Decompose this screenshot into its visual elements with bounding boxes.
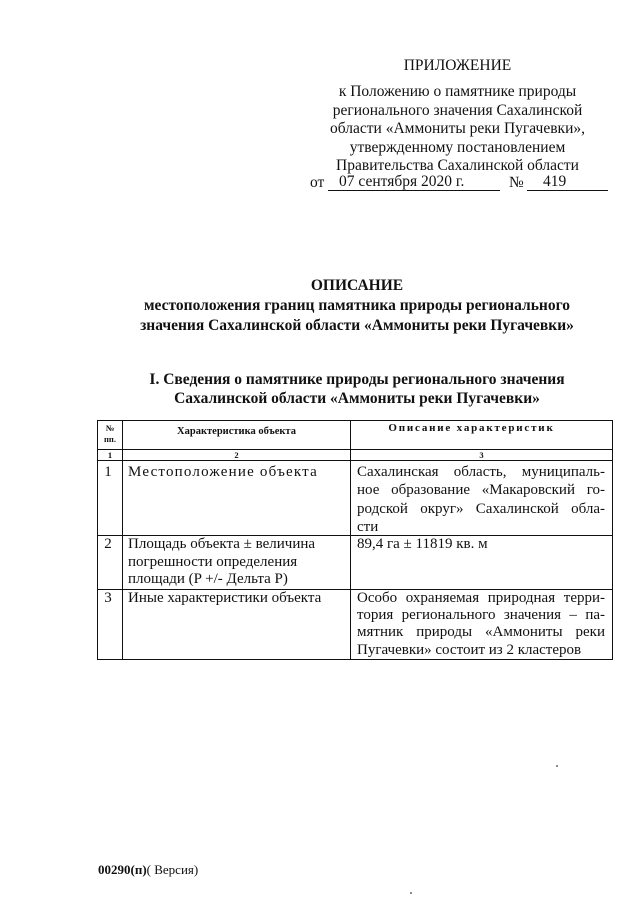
date-prefix: от: [310, 174, 325, 191]
document-subtitle-line: значения Сахалинской области «Аммониты реки Пугачевки»: [140, 317, 574, 334]
header-number-abbrev: пп.: [104, 433, 116, 444]
header-characteristic: Характеристика объекта: [177, 426, 296, 437]
row-characteristic: [123, 590, 351, 659]
table-row: [98, 536, 612, 590]
column-number: 1: [98, 450, 123, 460]
document-footer: [98, 862, 198, 878]
row-description: [351, 590, 612, 659]
description-line: ное образование «Макаровский го-: [357, 482, 605, 499]
row-number: 1: [98, 461, 123, 535]
scan-speck: [556, 765, 558, 767]
document-version: ( Версия): [146, 862, 199, 877]
section-title-line: I. Сведения о памятнике природы регионального значения: [149, 371, 565, 388]
description-line: мятник природы «Аммониты реки: [357, 624, 605, 641]
row-characteristic: [123, 536, 351, 589]
table-header-row: [98, 421, 612, 450]
description-line: 89,4 га ± 11819 кв. м: [357, 536, 488, 552]
characteristic-line: площади (P +/- Дельта P): [128, 571, 288, 588]
decree-number: 419: [527, 174, 608, 191]
document-heading: [97, 276, 617, 336]
characteristic-line: Площадь объекта ± величина: [128, 536, 316, 552]
header-description-cell: [351, 421, 612, 449]
row-number: 3: [98, 590, 123, 659]
characteristic-line: погрешности определения: [128, 553, 298, 570]
scan-speck: [410, 892, 412, 894]
header-number-sign: №: [105, 423, 115, 433]
number-sign: №: [509, 174, 524, 191]
characteristics-table: [97, 420, 613, 660]
decree-date: 07 сентября 2020 г.: [328, 174, 500, 191]
document-title: ОПИСАНИЕ: [310, 277, 404, 294]
appendix-line: Правительства Сахалинской области: [336, 157, 579, 174]
column-number: 3: [479, 450, 484, 460]
appendix-text: [300, 83, 615, 176]
appendix-line: к Положению о памятнике природы: [338, 83, 577, 100]
description-line: Пугачевки» состоит из 2 кластеров: [357, 641, 582, 658]
section-title-line: Сахалинской области «Аммониты реки Пугачевки»: [174, 389, 540, 407]
appendix-title: ПРИЛОЖЕНИЕ: [403, 57, 512, 74]
document-subtitle-line: местоположения границ памятника природы регионального: [144, 297, 570, 314]
row-description: [351, 536, 612, 589]
table-row: [98, 590, 612, 659]
appendix-line: области «Аммониты реки Пугачевки»,: [330, 120, 585, 137]
row-characteristic: [123, 461, 351, 535]
column-number: 2: [123, 450, 351, 460]
header-description: Описание характеристик: [388, 422, 555, 434]
section-heading: [97, 371, 617, 408]
header-number-cell: [98, 421, 123, 449]
table-row: [98, 461, 612, 536]
characteristic-line: Местоположение объекта: [128, 464, 318, 480]
header-characteristic-cell: [123, 421, 351, 449]
appendix-line: утвержденному постановлением: [349, 138, 566, 156]
characteristic-line: Иные характеристики объекта: [128, 590, 322, 606]
appendix-line: регионального значения Сахалинской: [332, 101, 583, 119]
row-number: 2: [98, 536, 123, 589]
description-line: Сахалинская область, муниципаль-: [357, 464, 605, 480]
description-line: родской округ» Сахалинской обла-: [357, 500, 605, 517]
document-code: 00290(п): [98, 862, 147, 877]
description-line: Особо охраняемая природная терри-: [357, 590, 605, 606]
row-description: [351, 461, 612, 535]
column-number-row: [98, 450, 612, 461]
description-line: тория регионального значения – па-: [357, 607, 605, 624]
description-line: сти: [357, 518, 379, 535]
